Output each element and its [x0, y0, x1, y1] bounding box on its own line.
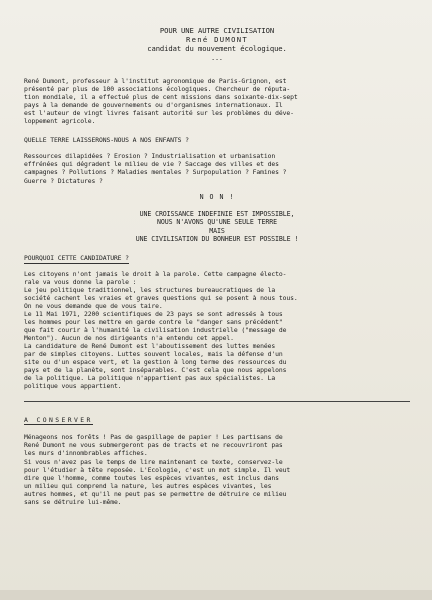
intro-line: René Dumont, professeur à l'institut agronomique de Paris-Grignon, est [24, 77, 287, 86]
candidature-paragraph [24, 270, 410, 391]
conserver-line: un milieu qui comprend la nature, les autres espèces vivantes, les [24, 481, 272, 490]
slogan-non: N O N ! [199, 192, 235, 201]
candidature-line: pays et de la planète, sont inséparables. C'est cela que nous appelons [24, 366, 287, 375]
intro-line: pays à la demande de gouvernements ou d'organismes internationaux. Il [24, 101, 283, 110]
conserver-line: dire que l'homme, comme toutes les espèces vivantes, est inclus dans [24, 473, 279, 482]
conserver-line: Si vous n'avez pas le temps de lire maintenant ce texte, conservez-le [24, 457, 283, 466]
conserver-line: sans se détruire lui-même. [24, 497, 122, 506]
conserver-line: René Dumont ne vous submergeront pas de tracts et ne recouvriront pas [24, 441, 283, 450]
candidature-line: Menton"). Aucun de nos dirigeants n'a entendu cet appel. [24, 334, 234, 343]
author-name: René DUMONT [186, 35, 248, 44]
candidature-line: La candidature de René Dumont est l'aboutissement des luttes menées [24, 342, 276, 351]
intro-paragraph [24, 77, 410, 125]
candidature-line: les hommes pour les mettre en garde contre le "danger sans précédent" [24, 317, 283, 326]
candidature-line: rale va vous donne la parole : [24, 277, 137, 286]
slogan-line: UNE CIVILISATION DU BONHEUR EST POSSIBLE ! [135, 235, 299, 244]
intro-line: tion mondiale, il a effectué plus de cent missions dans soixante-dix-sept [24, 93, 298, 102]
candidature-line: que fait courir à l'humanité la civilisation industrielle ("message de [24, 325, 287, 334]
candidature-line: Les citoyens n'ont jamais le droit à la parole. Cette campagne électo- [24, 269, 287, 278]
conserver-line: les murs d'innombrables affiches. [24, 449, 148, 458]
candidature-line: politique vous appartient. [24, 382, 122, 391]
candidature-heading: POURQUOI CETTE CANDIDATURE ? [24, 254, 129, 264]
slogan-line: UNE CROISSANCE INDEFINIE EST IMPOSSIBLE, [139, 209, 295, 218]
document-title: POUR UNE AUTRE CIVILISATION [159, 26, 275, 35]
candidature-line: Le jeu politique traditionnel, les structures bureaucratiques de la [24, 285, 276, 294]
candidature-line: par de simples citoyens. Luttes souvent locales, mais la défense d'un [24, 350, 283, 359]
candidature-line: Le 11 Mai 1971, 2200 scientifiques de 23 pays se sont adressés à tous [24, 309, 283, 318]
issues-line: campagnes ? Pollutions ? Maladies mentales ? Surpopulation ? Famines ? [24, 168, 287, 177]
intro-line: présenté par plus de 100 associations écologiques. Chercheur de réputa- [24, 85, 291, 94]
issues-paragraph [24, 152, 410, 184]
issues-line: Guerre ? Dictatures ? [24, 176, 103, 185]
candidature-line: société cachent les vraies et graves questions qui se posent à nous tous. [24, 293, 298, 302]
slogan-mais: MAIS [209, 226, 225, 235]
conserver-paragraph [24, 433, 410, 505]
header-separator: --- [211, 55, 223, 63]
candidature-line: On ne vous demande que de vous taire. [24, 301, 163, 310]
conserver-line: pour l'étudier à tête reposée. L'Ecologie, c'est un mot simple. Il veut [24, 465, 291, 474]
section-divider [24, 401, 410, 402]
conserver-heading: A CONSERVER [24, 416, 93, 425]
slogan-line: NOUS N'AVONS QU'UNE SEULE TERRE [157, 218, 277, 227]
slogan-block [24, 193, 410, 244]
candidature-line: site ou d'un espace vert, et la gestion à long terme des ressources du [24, 358, 287, 367]
candidature-line: de la politique. La politique n'appartient pas aux spécialistes. La [24, 374, 276, 383]
conserver-line: Ménageons nos forêts ! Pas de gaspillage de papier ! Les partisans de [24, 433, 283, 442]
issues-line: Ressources dilapidées ? Erosion ? Industrialisation et urbanisation [24, 152, 276, 161]
issues-line: effrénées qui dégradent le milieu de vie ? Saccage des villes et des [24, 160, 279, 169]
section-question: QUELLE TERRE LAISSERONS-NOUS A NOS ENFANTS ? [24, 136, 189, 145]
intro-line: est l'auteur de vingt livres faisant autorité sur les problèmes du déve- [24, 109, 294, 118]
intro-line: loppement agricole. [24, 117, 96, 126]
conserver-line: autres hommes, et qu'il ne peut pas se permettre de détruire ce milieu [24, 489, 287, 498]
document-subtitle: candidat du mouvement écologique. [147, 44, 287, 53]
document-header [24, 26, 410, 63]
